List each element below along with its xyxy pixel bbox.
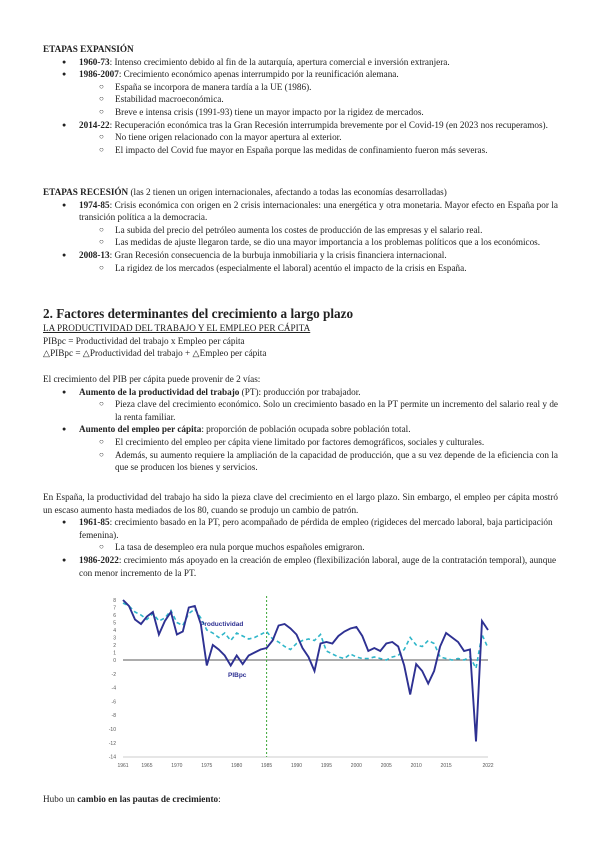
y-tick-label: -14 — [108, 754, 116, 761]
list-item: ● 1974-85: Crisis económica con origen en 2 crisis internacionales: una energética y otra monetaria. Mayor efecto en España por la transición política a la democracia. — [43, 199, 558, 224]
x-tick-label: 1975 — [201, 763, 213, 769]
footer-text: Hubo un cambio en las pautas de crecimiento: — [43, 794, 221, 804]
list-subitem: ○ Breve e intensa crisis (1991-93) tiene un mayor impacto por la rigidez de mercados. — [43, 106, 558, 119]
footer-line — [43, 793, 558, 806]
list-item: ● 2008-13: Gran Recesión consecuencia de la burbuja inmobiliaria y la crisis financiera internacional. — [43, 249, 558, 262]
y-tick-label: 1 — [113, 650, 116, 657]
list-subitem: ○ La tasa de desempleo era nula porque muchos españoles emigraron. — [43, 541, 558, 554]
list-item: ● 2014-22: Recuperación económica tras la Gran Recesión interrumpida brevemente por el Covid-19 (en 2023 nos recuperamos). — [43, 119, 558, 132]
y-tick-label: -10 — [108, 727, 116, 733]
recession-heading: ETAPAS RECESIÓN (las 2 tienen un origen internacionales, afectando a todas las economías desarrolladas) — [43, 187, 447, 197]
list-item: ● 1986-2022: crecimiento más apoyado en la creación de empleo (flexibilización laboral, auge de la contratación temporal), aunque con menor incremento de la PT. — [43, 554, 558, 579]
formula-1: PIBpc = Productividad del trabajo x Empleo per cápita — [43, 335, 245, 346]
x-tick-label: 2022 — [482, 763, 494, 769]
series-pibpc — [123, 600, 488, 741]
x-tick-label: 1965 — [141, 763, 153, 769]
x-tick-label: 2015 — [440, 763, 452, 769]
list-subitem: ○ La subida del precio del petróleo aumenta los costes de producción de las empresas y el salario real. — [43, 224, 558, 237]
x-tick-label: 1985 — [261, 763, 273, 769]
section-subtitle: LA PRODUCTIVIDAD DEL TRABAJO Y EL EMPLEO PER CÁPITA — [43, 323, 311, 333]
list-subitem: ○ España se incorpora de manera tardía a la UE (1986). — [43, 81, 558, 94]
list-item: ● 1986-2007: Crecimiento económico apenas interrumpido por la reunificación alemana. — [43, 68, 558, 81]
x-tick-label: 2000 — [350, 763, 362, 769]
y-tick-label: 2 — [113, 643, 116, 649]
x-tick-labels — [117, 763, 493, 769]
y-tick-labels — [109, 598, 116, 761]
y-tick-label: 3 — [113, 635, 116, 642]
series-productividad — [123, 603, 488, 668]
y-tick-label: 8 — [113, 598, 116, 604]
x-tick-label: 1961 — [117, 763, 129, 769]
list-item: ● 1961-85: crecimiento basado en la PT, pero acompañado de pérdida de empleo (rigideces del mercado laboral, baja participación femenina). — [43, 516, 558, 541]
x-tick-label: 1980 — [231, 763, 243, 769]
label-pibpc: PIBpc — [228, 672, 247, 679]
x-tick-label: 2010 — [410, 763, 422, 769]
list-item: ● Aumento de la productividad del trabajo (PT): producción por trabajador. — [43, 386, 558, 399]
x-tick-label: 1990 — [290, 763, 303, 769]
label-productividad: Productividad — [200, 621, 244, 628]
list-subitem: ○ El impacto del Covid fue mayor en España porque las medidas de confinamiento fueron más severas. — [43, 144, 558, 157]
y-tick-label: -2 — [111, 671, 116, 678]
y-tick-label: 7 — [113, 605, 116, 612]
y-tick-label: -4 — [111, 685, 116, 692]
y-tick-label: -8 — [111, 713, 116, 720]
y-tick-label: -6 — [111, 699, 116, 706]
y-tick-label: 6 — [113, 613, 116, 619]
formula-2: △PIBpc = △Productividad del trabajo + △Empleo per cápita — [43, 348, 267, 359]
list-subitem: ○ No tiene origen relacionado con la mayor apertura al exterior. — [43, 131, 558, 144]
x-tick-label: 1970 — [171, 763, 183, 769]
y-tick-label: 4 — [113, 628, 116, 634]
section-title: 2. Factores determinantes del crecimiento a largo plazo — [43, 306, 354, 321]
expansion-heading: ETAPAS EXPANSIÓN — [43, 44, 134, 54]
intro-text: El crecimiento del PIB per cápita puede provenir de 2 vías: — [43, 374, 261, 384]
y-tick-label: 0 — [113, 658, 116, 664]
x-tick-label: 1995 — [320, 763, 333, 769]
list-subitem: ○ El crecimiento del empleo per cápita viene limitado por factores demográficos, sociales y culturales. — [43, 436, 558, 449]
list-subitem: ○ Además, su aumento requiere la ampliación de la capacidad de producción, que a su vez depende de la eficiencia con la que se producen los bienes y servicios. — [43, 449, 558, 474]
list-subitem: ○ La rigidez de los mercados (especialmente el laboral) acentúo el impacto de la crisis en España. — [43, 262, 558, 275]
list-item: ● Aumento del empleo per cápita: proporción de población ocupada sobre población total. — [43, 423, 558, 436]
list-subitem: ○ Estabilidad macroeconómica. — [43, 93, 558, 106]
y-tick-label: -12 — [108, 740, 116, 747]
list-subitem: ○ Las medidas de ajuste llegaron tarde, se dio una mayor importancia a los problemas políticos que a los económicos. — [43, 236, 558, 249]
list-item: ● 1960-73: Intenso crecimiento debido al fin de la autarquía, apertura comercial e inversión extranjera. — [43, 56, 558, 69]
list-subitem: ○ Pieza clave del crecimiento económico. Solo un crecimiento basado en la PT permite un incremento del salario real y de la renta familiar. — [43, 398, 558, 423]
y-tick-label: 5 — [113, 620, 116, 627]
spain-paragraph: En España, la productividad del trabajo ha sido la pieza clave del crecimiento en el largo plazo. Sin embargo, el empleo per cápita mostró un escaso aumento hasta mediados de los 80, cuando se produjo un cambio de patrón. — [43, 492, 558, 515]
x-tick-label: 2005 — [380, 763, 392, 769]
